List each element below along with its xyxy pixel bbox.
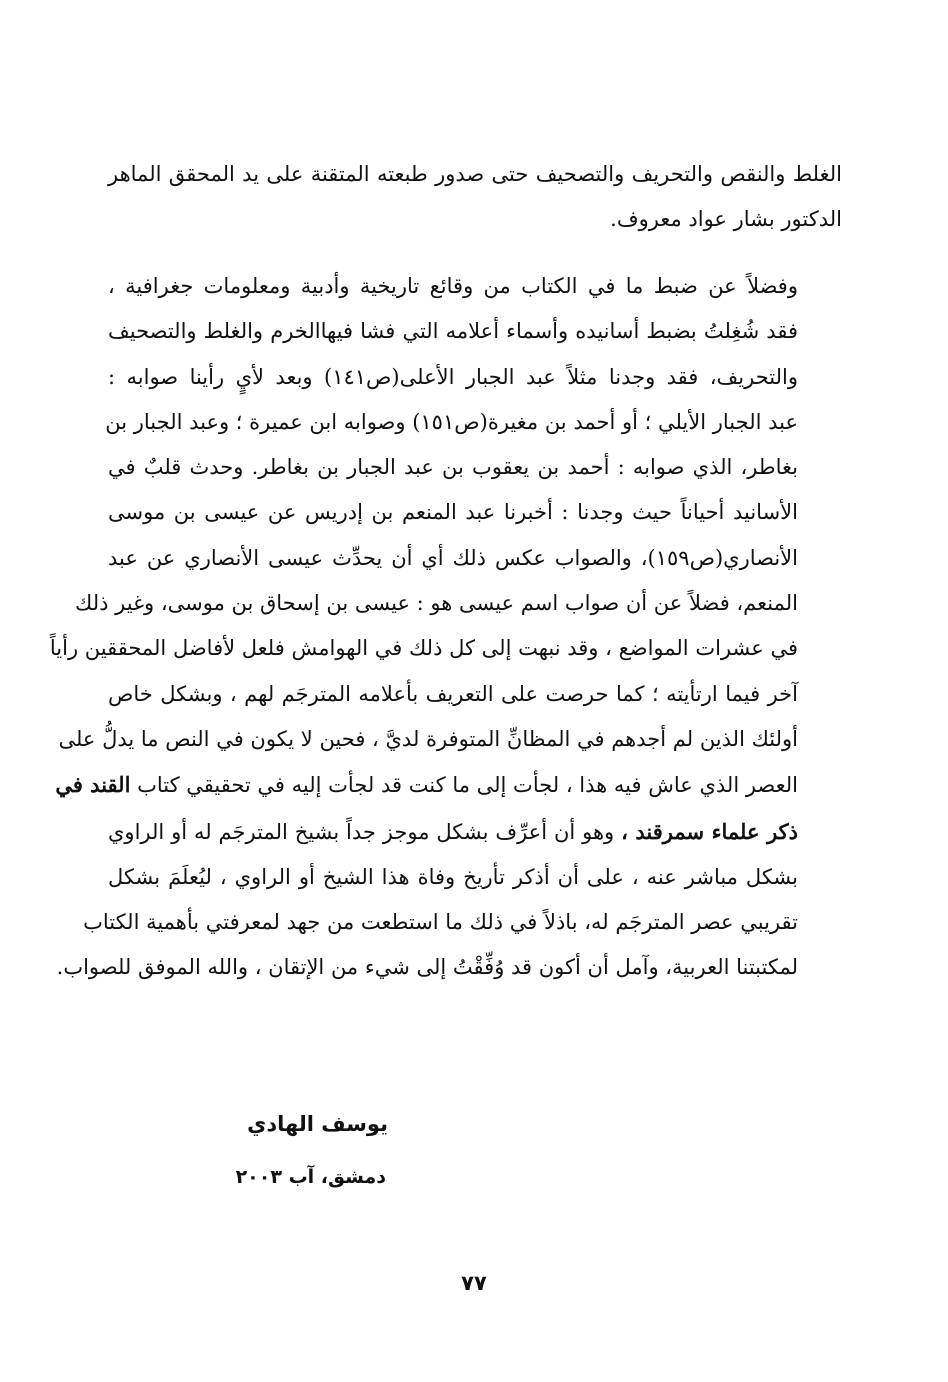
- text-line: [55, 762, 842, 808]
- text-line: الدكتور بشار عواد معروف.: [610, 207, 842, 232]
- book-title: ذكر علماء سمرقند ،: [621, 818, 798, 844]
- text-line: فقد شُغِلتُ بضبط أسانيده وأسماء أعلامه التي فشا فيهاالخرم والغلط والتصحيف: [108, 319, 798, 344]
- text-line: بغاطر، الذي صوابه : أحمد بن يعقوب بن عبد الجبار بن بغاطر. وحدث قلبٌ في: [108, 455, 798, 480]
- author-signature: يوسف الهادي: [247, 1112, 388, 1136]
- text-line: الأنصاري(ص١٥٩)، والصواب عكس ذلك أي أن يحدِّث عيسى الأنصاري عن عبد: [108, 545, 798, 570]
- text-line: الأسانيد أحياناً حيث وجدنا : أخبرنا عبد المنعم بن إدريس عن عيسى بن موسى: [108, 500, 798, 525]
- text-line: في عشرات المواضع ، وقد نبهت إلى كل ذلك في الهوامش فلعل لأفاضل المحققين رأياً: [49, 636, 798, 661]
- text-line: الغلط والنقص والتحريف والتصحيف حتى صدور طبعته المتقنة على يد المحقق الماهر: [108, 162, 842, 186]
- paragraph-1: [108, 152, 842, 243]
- text-line: بشكل مباشر عنه ، على أن أذكر تأريخ وفاة هذا الشيخ أو الراوي ، ليُعلَمَ بشكل: [108, 864, 798, 889]
- text-line: عبد الجبار الأيلي ؛ أو أحمد بن مغيرة(ص١٥١) وصوابه ابن عميرة ؛ وعبد الجبار بن: [105, 409, 798, 434]
- text-line: المنعم، فضلاً عن أن صواب اسم عيسى هو : عيسى بن إسحاق بن موسى، وغير ذلك: [75, 591, 798, 616]
- text-line: وفضلاً عن ضبط ما في الكتاب من وقائع تاريخية وأدبية ومعلومات جغرافية ،: [108, 274, 798, 298]
- place-and-date: دمشق، آب ٢٠٠٣: [235, 1166, 386, 1188]
- text-line: آخر فيما ارتأيته ؛ كما حرصت على التعريف بأعلامه المترجَم لهم ، وبشكل خاص: [108, 681, 798, 706]
- text-line: [108, 809, 842, 855]
- text-segment: العصر الذي عاش فيه هذا ، لجأت إلى ما كنت قد لجأت إليه في تحقيقي كتاب: [137, 773, 798, 798]
- paragraph-2: [49, 264, 842, 991]
- book-title: القند في: [55, 772, 131, 798]
- text-line: تقريبي عصر المترجَم له، باذلاً في ذلك ما استطعت من جهد لمعرفتي بأهمية الكتاب: [83, 910, 798, 935]
- text-line: والتحريف، فقد وجدنا مثلاً عبد الجبار الأعلى(ص١٤١) وبعد لأيٍ رأينا صوابه :: [108, 364, 798, 389]
- page-number: ٧٧: [461, 1271, 487, 1295]
- text-segment: وهو أن أعرِّف بشكل موجز جداً بشيخ المترجَم له أو الراوي: [108, 819, 615, 844]
- text-line: لمكتبتنا العربية، وآمل أن أكون قد وُفِّقْتُ إلى شيء من الإتقان ، والله الموفق للصواب.: [56, 955, 798, 980]
- text-line: أولئك الذين لم أجدهم في المظانِّ المتوفرة لديَّ ، فحين لا يكون في النص ما يدلُّ على: [58, 726, 798, 751]
